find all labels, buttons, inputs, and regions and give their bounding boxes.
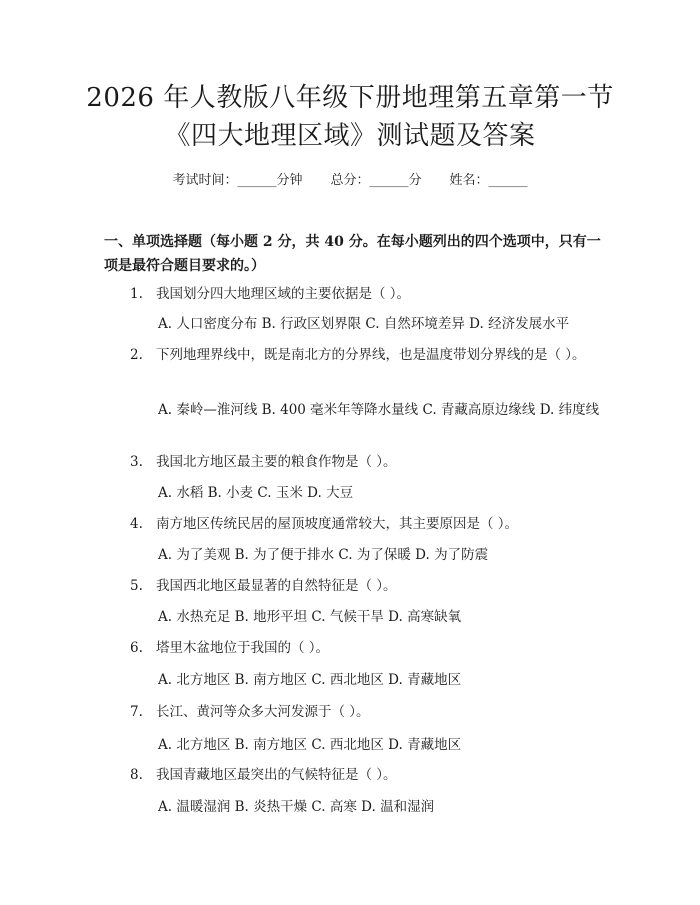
question-stem [104, 574, 604, 598]
question-options: A. 秦岭—淮河线 B. 400 毫米年等降水量线 C. 青藏高原边缘线 D. 纬度线 [158, 402, 600, 418]
question-number: 3. [130, 454, 143, 470]
question-stem [104, 282, 604, 306]
exam-score-field: 总分：______分 [330, 173, 422, 188]
section-heading: 一、单项选择题（每小题 2 分，共 40 分。在每小题列出的四个选项中，只有一项是最符合题目要求的。） [104, 234, 601, 274]
question-stem [104, 636, 604, 660]
question-options: A. 水热充足 B. 地形平坦 C. 气候干旱 D. 高寒缺氧 [158, 609, 462, 625]
question-options: A. 北方地区 B. 南方地区 C. 西北地区 D. 青藏地区 [158, 737, 462, 753]
question-stem [104, 450, 604, 474]
question-text: 长江、黄河等众多大河发源于（ ）。 [156, 704, 370, 720]
question-number: 2. [130, 347, 143, 363]
question-options: A. 北方地区 B. 南方地区 C. 西北地区 D. 青藏地区 [158, 672, 462, 688]
question-text: 塔里木盆地位于我国的（ ）。 [156, 640, 330, 656]
question-stem [104, 512, 604, 536]
question-text: 南方地区传统民居的屋顶坡度通常较大，其主要原因是（ ）。 [156, 516, 519, 532]
question-text: 我国西北地区最显著的自然特征是（ ）。 [156, 578, 397, 594]
question-text: 我国北方地区最主要的粮食作物是（ ）。 [156, 454, 397, 470]
question-stem [104, 763, 604, 787]
question-stem [104, 700, 604, 724]
question-options: A. 人口密度分布 B. 行政区划界限 C. 自然环境差异 D. 经济发展水平 [158, 316, 570, 332]
question-text: 我国划分四大地理区域的主要依据是（ ）。 [156, 286, 411, 302]
question-number: 8. [130, 767, 143, 783]
exam-meta [0, 169, 700, 188]
question-number: 5. [130, 578, 143, 594]
question-number: 4. [130, 516, 143, 532]
document-title-line1: 2026 年人教版八年级下册地理第五章第一节 [86, 83, 614, 113]
document-title-line2: 《四大地理区域》测试题及答案 [164, 121, 536, 151]
exam-time-field: 考试时间：______分钟 [172, 173, 303, 188]
question-text: 我国青藏地区最突出的气候特征是（ ）。 [156, 767, 397, 783]
question-options: A. 温暖湿润 B. 炎热干燥 C. 高寒 D. 温和湿润 [158, 799, 435, 815]
question-number: 1. [130, 286, 143, 302]
question-options: A. 水稻 B. 小麦 C. 玉米 D. 大豆 [158, 485, 354, 501]
question-text: 下列地理界线中，既是南北方的分界线，也是温度带划分界线的是（ ）。 [156, 347, 586, 363]
question-stem [104, 343, 604, 367]
question-number: 7. [130, 704, 143, 720]
question-number: 6. [130, 640, 143, 656]
student-name-field: 姓名：______ [449, 173, 528, 188]
question-options: A. 为了美观 B. 为了便于排水 C. 为了保暖 D. 为了防震 [158, 547, 489, 563]
